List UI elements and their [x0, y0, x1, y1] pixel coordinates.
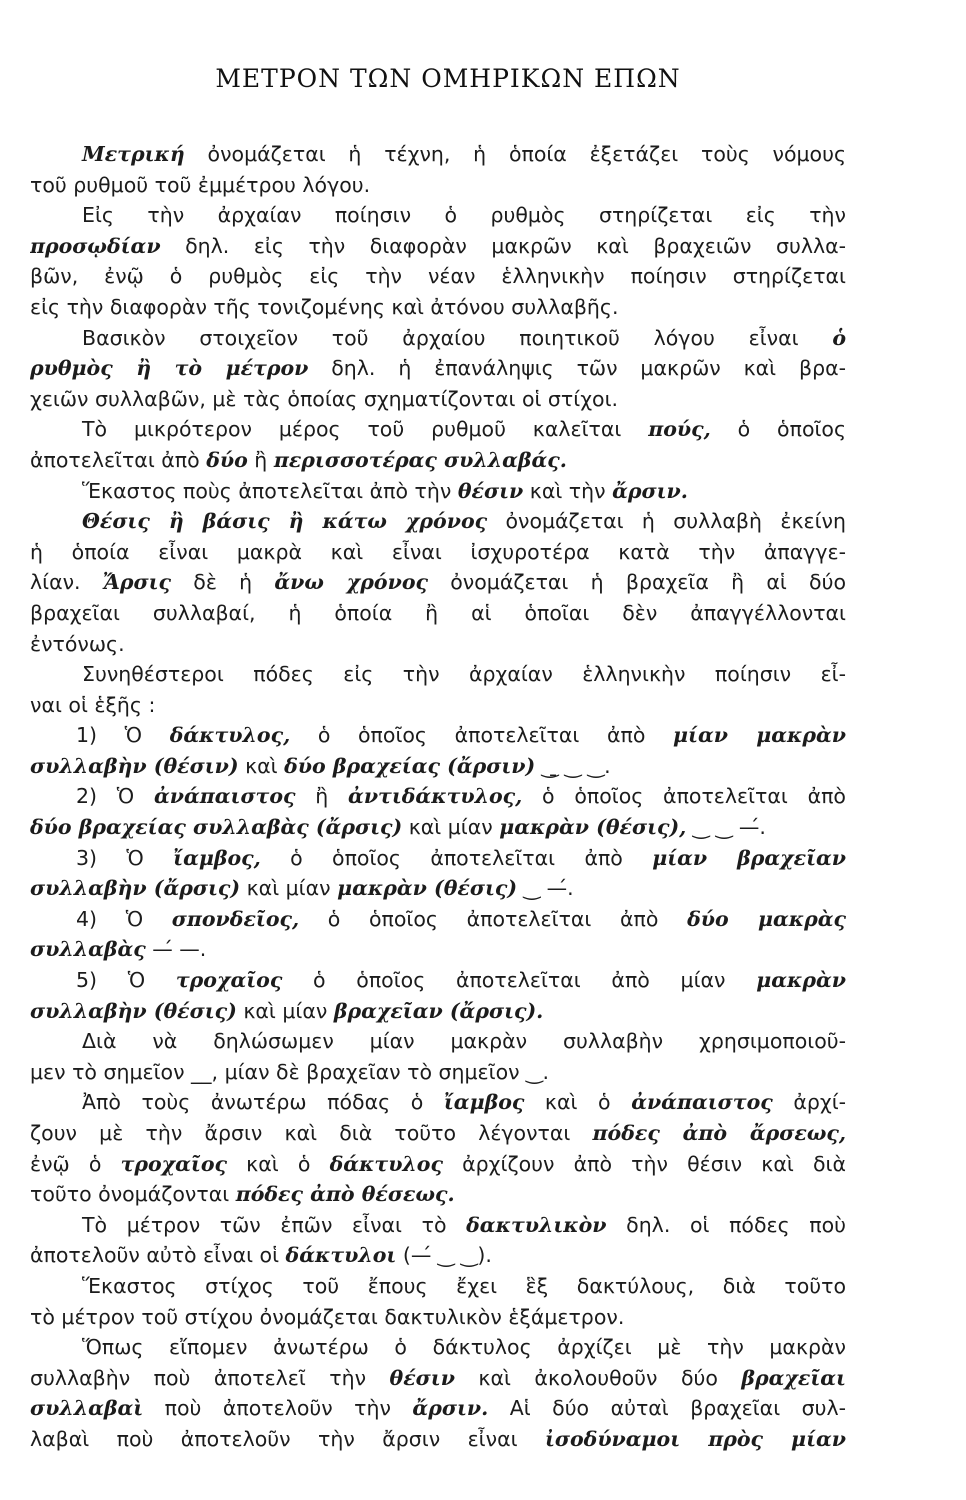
emphasized-text: θέσιν [457, 478, 524, 503]
emphasized-text: μίαν μακρὰν [673, 723, 846, 748]
text-run: καὶ τὴν [523, 478, 613, 503]
text-run: 3) Ὁ [76, 845, 174, 870]
text-line [30, 720, 846, 751]
text-line [30, 1424, 846, 1455]
text-run: 4) Ὁ [76, 906, 172, 931]
text-line [30, 139, 846, 170]
text-run: ἡ ὁποία εἶναι μακρὰ καὶ εἶναι ἰσχυροτέρα κατὰ τὴν ἀπαγγε- [30, 539, 846, 564]
text-run: Τὸ μέτρον τῶν ἐπῶν εἶναι τὸ [82, 1212, 467, 1237]
text-run: ἢ [295, 784, 349, 809]
text-run: ‿ ‿ —́. [686, 815, 766, 840]
text-run: λαβαὶ ποὺ ἀποτελοῦν τὴν ἄρσιν εἶναι [30, 1426, 545, 1451]
text-run: (—́ ‿ ‿). [396, 1243, 492, 1268]
text-run: Συνηθέστεροι πόδες εἰς τὴν ἀρχαίαν ἑλληνικὴν ποίησιν εἶ- [82, 662, 846, 687]
text-line [30, 567, 846, 598]
emphasized-text: δύο βραχείας (ἄρσιν) [284, 753, 536, 778]
text-line [30, 1363, 846, 1394]
text-run: ὀνομάζεται ἡ βραχεῖα ἢ αἱ δύο [427, 570, 846, 595]
emphasized-text: μακρὰν [756, 968, 846, 993]
text-run: ὁ ὁποῖος [710, 417, 846, 442]
text-run: ἀποτελοῦν αὐτὸ εἶναι οἱ [30, 1243, 286, 1268]
text-run: ὀνομάζεται ἡ τέχνη, ἡ ὁποία ἐξετάζει τοὺς νόμους [184, 142, 846, 166]
text-run: δηλ. εἰς τὴν διαφορὰν μακρῶν καὶ βραχειῶν συλλα- [160, 233, 846, 258]
text-run: ναι οἱ ἑξῆς : [30, 692, 156, 717]
text-run: τὸ μέτρον τοῦ στίχου ὀνομάζεται δακτυλικὸν ἑξάμετρον. [30, 1304, 625, 1329]
text-line [30, 1271, 846, 1302]
text-line [30, 414, 846, 445]
text-run: εἰς τὴν διαφορὰν τῆς τονιζομένης καὶ ἀτόνου συλλαβῆς. [30, 294, 619, 319]
text-line [30, 292, 846, 323]
text-line [30, 1332, 846, 1363]
emphasized-text: ἰσοδύναμοι πρὸς μίαν [544, 1426, 846, 1451]
emphasized-text: Ἄρσις [102, 570, 172, 595]
body-text [30, 139, 846, 1455]
emphasized-text: μακρὰν (θέσις) [337, 876, 518, 901]
text-line [30, 629, 846, 660]
emphasized-text: συλλαβὴν (ἄρσις) [30, 876, 241, 901]
emphasized-text: ἴαμβος [443, 1090, 525, 1115]
text-run: λίαν. [30, 570, 103, 595]
text-run: Ὅπως εἴπομεν ἀνωτέρω ὁ δάκτυλος ἀρχίζει μὲ τὴν μακρὰν [82, 1335, 846, 1360]
text-line [30, 934, 846, 965]
text-run: χειῶν συλλαβῶν, μὲ τὰς ὁποίας σχηματίζονται οἱ στίχοι. [30, 386, 619, 411]
emphasized-text: τροχαῖος [175, 968, 283, 993]
page-title: ΜΕΤΡΟΝ ΤΩΝ ΟΜΗΡΙΚΩΝ ΕΠΩΝ [215, 64, 681, 93]
text-line [30, 1302, 846, 1333]
emphasized-text: δάκτυλος [329, 1151, 443, 1176]
emphasized-text: βραχεῖαι [741, 1365, 846, 1390]
emphasized-text: ἀνάπαιστος [153, 784, 296, 809]
text-run: ὁ ὁποῖος ἀποτελεῖται ἀπὸ [299, 906, 688, 931]
text-run: ἀρχίζουν ἀπὸ τὴν θέσιν καὶ διὰ [442, 1151, 846, 1176]
emphasized-text: ἀνάπαιστος [631, 1090, 773, 1115]
text-run: ἢ [247, 447, 274, 472]
text-run: δηλ. οἱ πόδες ποὺ [606, 1212, 846, 1237]
text-line [30, 690, 846, 721]
text-line [30, 1149, 846, 1180]
emphasized-text: δακτυλικὸν [466, 1212, 607, 1237]
text-run: Ἀπὸ τοὺς ἀνωτέρω πόδας ὁ [82, 1090, 444, 1115]
emphasized-text: ἄνω χρόνος [274, 570, 428, 595]
text-line [30, 965, 846, 996]
text-line [30, 781, 846, 812]
emphasized-text: βραχεῖαν (ἄρσις). [333, 998, 544, 1023]
emphasized-text: δάκτυλοι [285, 1243, 397, 1268]
text-run: Ἕκαστος ποὺς ἀποτελεῖται ἀπὸ τὴν [82, 478, 458, 503]
text-run: καὶ ὁ [524, 1090, 632, 1115]
emphasized-text: συλλαβὰς [30, 937, 146, 962]
text-run: ποὺ ἀποτελοῦν τὴν [143, 1396, 413, 1421]
text-run: ὁ ὁποῖος ἀποτελεῖται ἀπὸ [290, 723, 674, 748]
text-run: τοῦτο ὀνομάζονται [30, 1182, 236, 1207]
text-line [30, 476, 846, 507]
text-run: Αἱ δύο αὐταὶ βραχεῖαι συλ- [488, 1396, 846, 1421]
text-line [30, 873, 846, 904]
text-line [30, 751, 846, 782]
text-line [30, 1118, 846, 1149]
text-run: Βασικὸν στοιχεῖον τοῦ ἀρχαίου ποιητικοῦ λόγου εἶναι [82, 325, 833, 350]
text-run: ἐντόνως. [30, 631, 125, 656]
text-run: ἀποτελεῖται ἀπὸ [30, 447, 207, 472]
text-line [30, 812, 846, 843]
emphasized-text: σπονδεῖος, [171, 906, 300, 931]
text-run: 2) Ὁ [76, 784, 154, 809]
text-line [30, 843, 846, 874]
text-run: ὁ ὁποῖος ἀποτελεῖται ἀπὸ [522, 784, 846, 809]
text-run: Ἕκαστος στίχος τοῦ ἔπους ἔχει ἓξ δακτύλους, διὰ τοῦτο [82, 1273, 846, 1298]
text-run: καὶ ὁ [227, 1151, 330, 1176]
text-run: καὶ μίαν [402, 815, 500, 840]
emphasized-text: θέσιν [389, 1365, 455, 1390]
emphasized-text: δύο [206, 447, 248, 472]
text-run: 5) Ὁ [76, 968, 176, 993]
text-run: Διὰ νὰ δηλώσωμεν μίαν μακρὰν συλλαβὴν χρησιμοποιοῦ- [82, 1029, 846, 1054]
emphasized-text: Θέσις ἢ βάσις ἢ κάτω χρόνος [82, 509, 488, 534]
text-line [30, 506, 846, 537]
text-line [30, 1240, 846, 1271]
text-run: ‿ —́. [517, 876, 574, 901]
emphasized-text: ἴαμβος, [173, 845, 261, 870]
text-run: Εἰς τὴν ἀρχαίαν ποίησιν ὁ ρυθμὸς στηρίζεται εἰς τὴν [82, 203, 846, 228]
text-line [30, 996, 846, 1027]
text-line [30, 1026, 846, 1057]
text-run: τοῦ ρυθμοῦ τοῦ ἐμμέτρου λόγου. [30, 172, 371, 197]
emphasized-text: περισσοτέρας συλλαβάς. [273, 447, 567, 472]
text-line [30, 1393, 846, 1424]
emphasized-text: δύο μακρὰς [687, 906, 846, 931]
text-run: καὶ μίαν [236, 998, 334, 1023]
text-run: μεν τὸ σημεῖον __, μίαν δὲ βραχεῖαν τὸ σημεῖον ‿. [30, 1059, 550, 1084]
emphasized-text: ἀντιδάκτυλος, [348, 784, 523, 809]
text-line [30, 537, 846, 568]
text-run: καὶ ἀκολουθοῦν δύο [454, 1365, 742, 1390]
text-run: ἐνῷ ὁ [30, 1151, 121, 1176]
text-line [30, 1179, 846, 1210]
emphasized-text: μακρὰν (θέσις), [499, 815, 687, 840]
text-run: καὶ [238, 753, 285, 778]
text-run: συλλαβὴν ποὺ ἀποτελεῖ τὴν [30, 1365, 390, 1390]
text-run: —́ —. [145, 937, 207, 962]
text-run: 1) Ὁ [76, 723, 170, 748]
emphasized-text: τροχαῖος [120, 1151, 228, 1176]
emphasized-text: πούς, [648, 417, 711, 442]
text-line [30, 1057, 846, 1088]
emphasized-text: πόδες ἀπὸ θέσεως. [235, 1182, 455, 1207]
text-run: Τὸ μικρότερον μέρος τοῦ ρυθμοῦ καλεῖται [82, 417, 649, 442]
text-line [30, 384, 846, 415]
text-run: δὲ ἡ [171, 570, 275, 595]
emphasized-text: συλλαβαὶ [30, 1396, 144, 1421]
text-run: ‿̱ ‿ ‿. [535, 753, 611, 778]
emphasized-text: δύο βραχείας συλλαβὰς (ἄρσις) [30, 815, 403, 840]
text-line [30, 200, 846, 231]
text-line [30, 170, 846, 201]
emphasized-text: ἄρσιν. [412, 1396, 489, 1421]
text-run: ὁ ὁποῖος ἀποτελεῖται ἀπὸ μίαν [282, 968, 757, 993]
text-line [30, 659, 846, 690]
emphasized-text: συλλαβὴν (θέσις) [30, 998, 237, 1023]
text-line [30, 323, 846, 354]
text-line [30, 261, 846, 292]
text-run: βραχεῖαι συλλαβαί, ἡ ὁποία ἢ αἱ ὁποῖαι δὲν ἀπαγγέλλονται [30, 600, 846, 625]
emphasized-text: ρυθμὸς ἢ τὸ μέτρον [30, 356, 309, 381]
text-line [30, 598, 846, 629]
text-line [30, 1087, 846, 1118]
emphasized-text: πόδες ἀπὸ ἄρσεως, [592, 1121, 846, 1145]
emphasized-text: ἄρσιν. [612, 478, 688, 503]
emphasized-text: ὁ [832, 325, 846, 350]
text-run: καὶ μίαν [240, 876, 338, 901]
text-run: ἀρχί- [772, 1090, 846, 1115]
text-line [30, 353, 846, 384]
emphasized-text: μίαν βραχεῖαν [652, 845, 846, 870]
text-run: βῶν, ἐνῷ ὁ ρυθμὸς εἰς τὴν νέαν ἑλληνικὴν ποίησιν στηρίζεται [30, 264, 846, 289]
emphasized-text: προσῳδίαν [30, 233, 161, 258]
text-run: ζουν μὲ τὴν ἄρσιν καὶ διὰ τοῦτο λέγονται [30, 1121, 593, 1145]
text-line [30, 904, 846, 935]
text-line [30, 1210, 846, 1241]
text-run: ὁ ὁποῖος ἀποτελεῖται ἀπὸ [260, 845, 653, 870]
text-line [30, 445, 846, 476]
text-line [30, 231, 846, 262]
emphasized-text: δάκτυλος, [169, 723, 291, 748]
text-run: δηλ. ἡ ἐπανάληψις τῶν μακρῶν καὶ βρα- [308, 356, 846, 381]
emphasized-text: Μετρική [82, 142, 185, 166]
text-run: ὀνομάζεται ἡ συλλαβὴ ἐκείνη [487, 509, 846, 534]
emphasized-text: συλλαβὴν (θέσιν) [30, 753, 239, 778]
